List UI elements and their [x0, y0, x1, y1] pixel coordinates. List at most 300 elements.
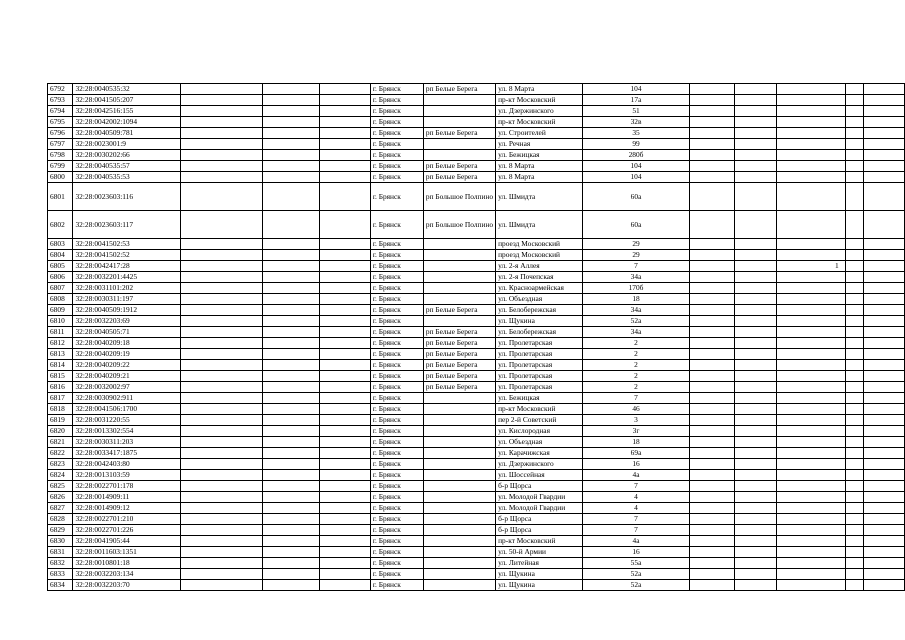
- empty-cell: [263, 503, 320, 514]
- empty-cell: [181, 360, 263, 371]
- cadastral-number: 32:28:0032203:134: [73, 569, 181, 580]
- empty-cell: [734, 437, 776, 448]
- extra-cell: [776, 470, 845, 481]
- house-cell: 7: [582, 261, 690, 272]
- extra-cell: [776, 316, 845, 327]
- row-number: 6833: [48, 569, 73, 580]
- empty-cell: [690, 239, 734, 250]
- cadastral-number: 32:28:0040535:32: [73, 84, 181, 95]
- address-table: [47, 83, 905, 591]
- table-row: [48, 448, 905, 459]
- city-cell: г. Брянск: [370, 514, 423, 525]
- empty-cell: [864, 95, 905, 106]
- empty-cell: [181, 393, 263, 404]
- empty-cell: [864, 426, 905, 437]
- street-cell: ул. 50-й Армии: [496, 547, 583, 558]
- street-cell: б-р Щорса: [496, 481, 583, 492]
- settlement-cell: [423, 239, 495, 250]
- empty-cell: [690, 404, 734, 415]
- empty-cell: [320, 382, 371, 393]
- settlement-cell: [423, 580, 495, 591]
- empty-cell: [690, 470, 734, 481]
- row-number: 6827: [48, 503, 73, 514]
- empty-cell: [690, 569, 734, 580]
- empty-cell: [734, 371, 776, 382]
- empty-cell: [864, 150, 905, 161]
- settlement-cell: [423, 536, 495, 547]
- empty-cell: [864, 172, 905, 183]
- table-row: [48, 415, 905, 426]
- empty-cell: [690, 272, 734, 283]
- extra-cell: [776, 426, 845, 437]
- table-row: [48, 95, 905, 106]
- settlement-cell: [423, 294, 495, 305]
- settlement-cell: [423, 514, 495, 525]
- empty-cell: [181, 305, 263, 316]
- empty-cell: [734, 580, 776, 591]
- table-row: [48, 382, 905, 393]
- empty-cell: [181, 448, 263, 459]
- empty-cell: [690, 448, 734, 459]
- empty-cell: [690, 95, 734, 106]
- house-cell: 60а: [582, 183, 690, 211]
- city-cell: г. Брянск: [370, 415, 423, 426]
- empty-cell: [263, 470, 320, 481]
- row-number: 6799: [48, 161, 73, 172]
- city-cell: г. Брянск: [370, 382, 423, 393]
- house-cell: 16: [582, 547, 690, 558]
- empty-cell: [690, 492, 734, 503]
- empty-cell: [734, 128, 776, 139]
- row-number: 6798: [48, 150, 73, 161]
- empty-cell: [690, 106, 734, 117]
- empty-cell: [845, 382, 864, 393]
- empty-cell: [690, 161, 734, 172]
- empty-cell: [864, 211, 905, 239]
- empty-cell: [845, 514, 864, 525]
- empty-cell: [181, 547, 263, 558]
- street-cell: пр-кт Московский: [496, 117, 583, 128]
- empty-cell: [263, 525, 320, 536]
- empty-cell: [845, 492, 864, 503]
- table-row: [48, 150, 905, 161]
- empty-cell: [690, 481, 734, 492]
- extra-cell: [776, 128, 845, 139]
- street-cell: ул. Дзержинского: [496, 459, 583, 470]
- empty-cell: [734, 150, 776, 161]
- extra-cell: [776, 305, 845, 316]
- settlement-cell: рп Большое Полпино: [423, 211, 495, 239]
- empty-cell: [845, 261, 864, 272]
- row-number: 6813: [48, 349, 73, 360]
- house-cell: 34а: [582, 305, 690, 316]
- empty-cell: [263, 95, 320, 106]
- extra-cell: [776, 481, 845, 492]
- row-number: 6800: [48, 172, 73, 183]
- empty-cell: [864, 481, 905, 492]
- empty-cell: [263, 211, 320, 239]
- empty-cell: [181, 371, 263, 382]
- empty-cell: [864, 128, 905, 139]
- empty-cell: [320, 283, 371, 294]
- empty-cell: [263, 371, 320, 382]
- empty-cell: [263, 338, 320, 349]
- empty-cell: [320, 316, 371, 327]
- empty-cell: [263, 183, 320, 211]
- empty-cell: [320, 272, 371, 283]
- empty-cell: [734, 514, 776, 525]
- street-cell: ул. Бежицкая: [496, 393, 583, 404]
- settlement-cell: [423, 117, 495, 128]
- row-number: 6795: [48, 117, 73, 128]
- empty-cell: [734, 272, 776, 283]
- city-cell: г. Брянск: [370, 492, 423, 503]
- empty-cell: [181, 261, 263, 272]
- cadastral-number: 32:28:0040509:1912: [73, 305, 181, 316]
- empty-cell: [845, 294, 864, 305]
- extra-cell: [776, 349, 845, 360]
- cadastral-number: 32:28:0023603:117: [73, 211, 181, 239]
- extra-cell: [776, 536, 845, 547]
- street-cell: ул. Пролетарская: [496, 371, 583, 382]
- row-number: 6801: [48, 183, 73, 211]
- cadastral-number: 32:28:0014909:11: [73, 492, 181, 503]
- empty-cell: [734, 183, 776, 211]
- empty-cell: [734, 415, 776, 426]
- empty-cell: [320, 481, 371, 492]
- row-number: 6796: [48, 128, 73, 139]
- extra-cell: [776, 415, 845, 426]
- empty-cell: [320, 117, 371, 128]
- street-cell: ул. Щукина: [496, 316, 583, 327]
- street-cell: ул. Пролетарская: [496, 349, 583, 360]
- city-cell: г. Брянск: [370, 569, 423, 580]
- house-cell: 34а: [582, 272, 690, 283]
- cadastral-number: 32:28:0040535:53: [73, 172, 181, 183]
- cadastral-number: 32:28:0030202:66: [73, 150, 181, 161]
- empty-cell: [864, 84, 905, 95]
- settlement-cell: рп Белые Берега: [423, 371, 495, 382]
- empty-cell: [263, 558, 320, 569]
- settlement-cell: [423, 250, 495, 261]
- empty-cell: [864, 448, 905, 459]
- street-cell: ул. Пролетарская: [496, 360, 583, 371]
- table-row: [48, 437, 905, 448]
- city-cell: г. Брянск: [370, 161, 423, 172]
- table-row: [48, 525, 905, 536]
- house-cell: 32в: [582, 117, 690, 128]
- empty-cell: [320, 437, 371, 448]
- empty-cell: [181, 327, 263, 338]
- empty-cell: [845, 415, 864, 426]
- street-cell: пр-кт Московский: [496, 536, 583, 547]
- table-row: [48, 547, 905, 558]
- extra-cell: [776, 183, 845, 211]
- street-cell: ул. Шмидта: [496, 211, 583, 239]
- cadastral-number: 32:28:0031220:55: [73, 415, 181, 426]
- empty-cell: [845, 305, 864, 316]
- house-cell: 7: [582, 514, 690, 525]
- empty-cell: [734, 492, 776, 503]
- cadastral-number: 32:28:0040509:781: [73, 128, 181, 139]
- settlement-cell: [423, 316, 495, 327]
- row-number: 6822: [48, 448, 73, 459]
- settlement-cell: [423, 272, 495, 283]
- settlement-cell: [423, 525, 495, 536]
- table-row: [48, 128, 905, 139]
- empty-cell: [734, 250, 776, 261]
- empty-cell: [864, 415, 905, 426]
- street-cell: ул. 8 Марта: [496, 172, 583, 183]
- empty-cell: [734, 448, 776, 459]
- empty-cell: [320, 525, 371, 536]
- city-cell: г. Брянск: [370, 239, 423, 250]
- empty-cell: [263, 492, 320, 503]
- extra-cell: [776, 525, 845, 536]
- empty-cell: [320, 360, 371, 371]
- settlement-cell: [423, 437, 495, 448]
- empty-cell: [690, 371, 734, 382]
- cadastral-number: 32:28:0032201:4425: [73, 272, 181, 283]
- empty-cell: [181, 525, 263, 536]
- house-cell: 18: [582, 437, 690, 448]
- empty-cell: [864, 338, 905, 349]
- empty-cell: [263, 382, 320, 393]
- house-cell: 3: [582, 415, 690, 426]
- empty-cell: [320, 250, 371, 261]
- row-number: 6802: [48, 211, 73, 239]
- row-number: 6832: [48, 558, 73, 569]
- empty-cell: [320, 327, 371, 338]
- extra-cell: [776, 95, 845, 106]
- empty-cell: [263, 316, 320, 327]
- row-number: 6820: [48, 426, 73, 437]
- empty-cell: [690, 580, 734, 591]
- house-cell: 52а: [582, 580, 690, 591]
- city-cell: г. Брянск: [370, 139, 423, 150]
- empty-cell: [181, 569, 263, 580]
- row-number: 6816: [48, 382, 73, 393]
- empty-cell: [845, 316, 864, 327]
- empty-cell: [181, 459, 263, 470]
- empty-cell: [864, 117, 905, 128]
- empty-cell: [690, 547, 734, 558]
- empty-cell: [181, 492, 263, 503]
- empty-cell: [320, 294, 371, 305]
- street-cell: б-р Щорса: [496, 525, 583, 536]
- street-cell: ул. 8 Марта: [496, 84, 583, 95]
- empty-cell: [734, 459, 776, 470]
- empty-cell: [845, 547, 864, 558]
- cadastral-number: 32:28:0040209:22: [73, 360, 181, 371]
- empty-cell: [864, 183, 905, 211]
- empty-cell: [845, 211, 864, 239]
- row-number: 6814: [48, 360, 73, 371]
- empty-cell: [864, 360, 905, 371]
- empty-cell: [181, 382, 263, 393]
- empty-cell: [734, 305, 776, 316]
- house-cell: 170б: [582, 283, 690, 294]
- empty-cell: [845, 128, 864, 139]
- street-cell: ул. Строителей: [496, 128, 583, 139]
- extra-cell: [776, 161, 845, 172]
- settlement-cell: рп Белые Берега: [423, 327, 495, 338]
- empty-cell: [845, 84, 864, 95]
- empty-cell: [845, 371, 864, 382]
- empty-cell: [864, 536, 905, 547]
- cadastral-number: 32:28:0023001:9: [73, 139, 181, 150]
- cadastral-number: 32:28:0042516:155: [73, 106, 181, 117]
- empty-cell: [845, 470, 864, 481]
- empty-cell: [263, 580, 320, 591]
- empty-cell: [320, 106, 371, 117]
- table-row: [48, 316, 905, 327]
- empty-cell: [263, 84, 320, 95]
- table-row: [48, 536, 905, 547]
- table-row: [48, 161, 905, 172]
- house-cell: 280б: [582, 150, 690, 161]
- settlement-cell: [423, 415, 495, 426]
- empty-cell: [864, 382, 905, 393]
- empty-cell: [690, 84, 734, 95]
- cadastral-number: 32:28:0032203:69: [73, 316, 181, 327]
- city-cell: г. Брянск: [370, 459, 423, 470]
- city-cell: г. Брянск: [370, 117, 423, 128]
- city-cell: г. Брянск: [370, 580, 423, 591]
- table-row: [48, 239, 905, 250]
- empty-cell: [690, 139, 734, 150]
- empty-cell: [864, 437, 905, 448]
- table-row: [48, 393, 905, 404]
- table-row: [48, 272, 905, 283]
- empty-cell: [263, 139, 320, 150]
- empty-cell: [181, 558, 263, 569]
- extra-cell: [776, 371, 845, 382]
- cadastral-number: 32:28:0030311:203: [73, 437, 181, 448]
- city-cell: г. Брянск: [370, 294, 423, 305]
- extra-cell: [776, 272, 845, 283]
- empty-cell: [690, 503, 734, 514]
- cadastral-number: 32:28:0011603:1351: [73, 547, 181, 558]
- city-cell: г. Брянск: [370, 349, 423, 360]
- empty-cell: [734, 106, 776, 117]
- empty-cell: [263, 514, 320, 525]
- city-cell: г. Брянск: [370, 371, 423, 382]
- row-number: 6797: [48, 139, 73, 150]
- house-cell: 4а: [582, 536, 690, 547]
- empty-cell: [864, 161, 905, 172]
- empty-cell: [864, 349, 905, 360]
- cadastral-number: 32:28:0033417:1875: [73, 448, 181, 459]
- street-cell: ул. Дзержинского: [496, 106, 583, 117]
- empty-cell: [845, 327, 864, 338]
- empty-cell: [734, 139, 776, 150]
- extra-cell: [776, 211, 845, 239]
- cadastral-number: 32:28:0023603:116: [73, 183, 181, 211]
- cadastral-number: 32:28:0022701:226: [73, 525, 181, 536]
- empty-cell: [263, 294, 320, 305]
- empty-cell: [320, 371, 371, 382]
- empty-cell: [864, 250, 905, 261]
- extra-cell: [776, 514, 845, 525]
- empty-cell: [263, 128, 320, 139]
- empty-cell: [864, 404, 905, 415]
- city-cell: г. Брянск: [370, 404, 423, 415]
- settlement-cell: рп Белые Берега: [423, 161, 495, 172]
- house-cell: 7: [582, 393, 690, 404]
- empty-cell: [320, 161, 371, 172]
- empty-cell: [320, 139, 371, 150]
- table-row: [48, 117, 905, 128]
- row-number: 6821: [48, 437, 73, 448]
- settlement-cell: рп Белые Берега: [423, 349, 495, 360]
- settlement-cell: рп Белые Берега: [423, 360, 495, 371]
- empty-cell: [181, 172, 263, 183]
- empty-cell: [320, 569, 371, 580]
- house-cell: 7: [582, 525, 690, 536]
- table-row: [48, 470, 905, 481]
- settlement-cell: [423, 283, 495, 294]
- table-row: [48, 250, 905, 261]
- city-cell: г. Брянск: [370, 327, 423, 338]
- house-cell: 46: [582, 404, 690, 415]
- row-number: 6794: [48, 106, 73, 117]
- extra-cell: 1: [776, 261, 845, 272]
- empty-cell: [263, 415, 320, 426]
- table-row: [48, 481, 905, 492]
- extra-cell: [776, 84, 845, 95]
- empty-cell: [864, 503, 905, 514]
- empty-cell: [320, 547, 371, 558]
- row-number: 6817: [48, 393, 73, 404]
- empty-cell: [690, 393, 734, 404]
- settlement-cell: [423, 481, 495, 492]
- settlement-cell: [423, 558, 495, 569]
- city-cell: г. Брянск: [370, 211, 423, 239]
- empty-cell: [320, 415, 371, 426]
- empty-cell: [181, 161, 263, 172]
- city-cell: г. Брянск: [370, 426, 423, 437]
- empty-cell: [864, 470, 905, 481]
- empty-cell: [263, 106, 320, 117]
- city-cell: г. Брянск: [370, 183, 423, 211]
- table-row: [48, 211, 905, 239]
- table-row: [48, 294, 905, 305]
- house-cell: 16: [582, 459, 690, 470]
- extra-cell: [776, 437, 845, 448]
- settlement-cell: рп Белые Берега: [423, 172, 495, 183]
- empty-cell: [320, 459, 371, 470]
- empty-cell: [181, 349, 263, 360]
- cadastral-number: 32:28:0040209:19: [73, 349, 181, 360]
- table-row: [48, 183, 905, 211]
- cadastral-number: 32:28:0040505:71: [73, 327, 181, 338]
- empty-cell: [320, 261, 371, 272]
- cadastral-number: 32:28:0032002:97: [73, 382, 181, 393]
- house-cell: 4: [582, 492, 690, 503]
- empty-cell: [181, 211, 263, 239]
- empty-cell: [320, 183, 371, 211]
- empty-cell: [690, 415, 734, 426]
- extra-cell: [776, 404, 845, 415]
- settlement-cell: [423, 139, 495, 150]
- empty-cell: [263, 437, 320, 448]
- city-cell: г. Брянск: [370, 470, 423, 481]
- city-cell: г. Брянск: [370, 316, 423, 327]
- house-cell: 104: [582, 161, 690, 172]
- extra-cell: [776, 172, 845, 183]
- row-number: 6804: [48, 250, 73, 261]
